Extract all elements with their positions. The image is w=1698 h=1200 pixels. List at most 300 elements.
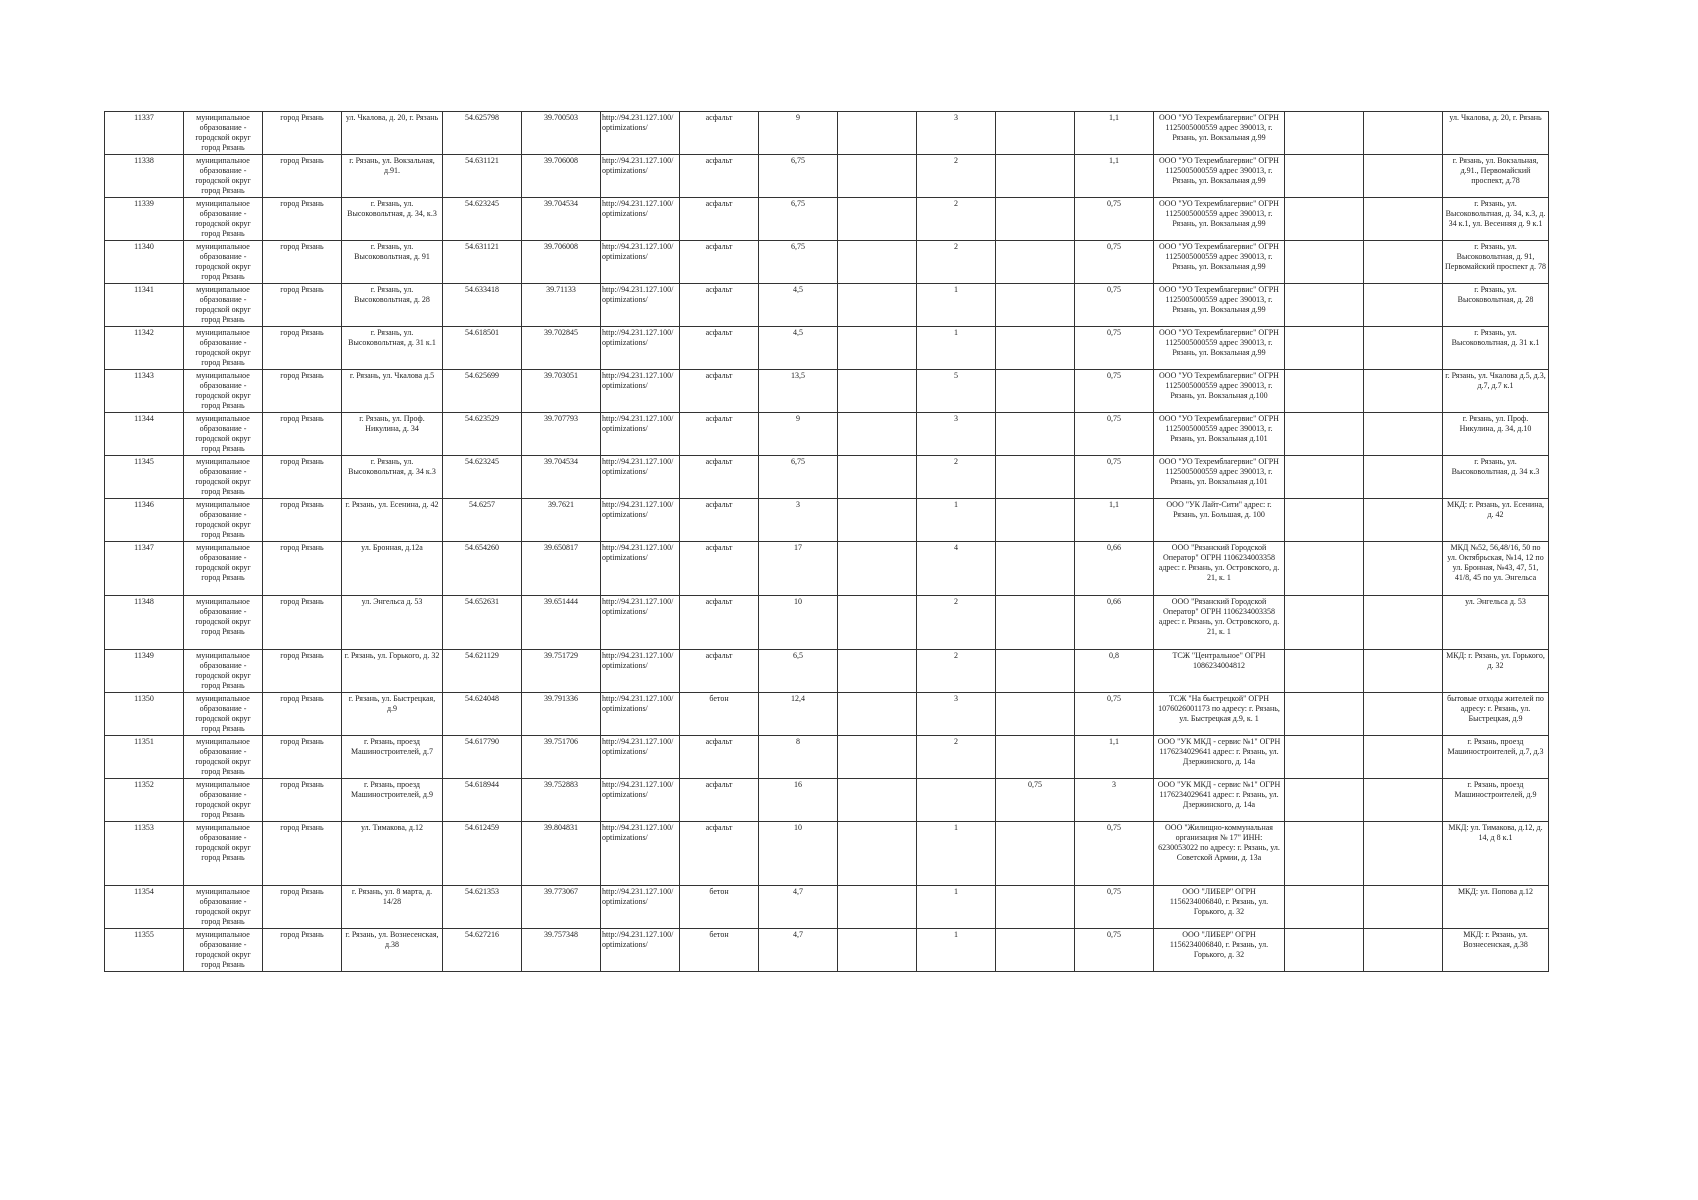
map-link[interactable]: http://94.231.127.100/optimizations/ [601, 456, 680, 499]
operator-organization: ООО "УО Техремблагервис" ОГРН 1125005000559 адрес 390013, г. Рязань, ул. Вокзальная д.99 [1154, 241, 1285, 284]
empty-cell [1285, 736, 1364, 779]
container-volume: 0,75 [1075, 822, 1154, 886]
map-link[interactable]: http://94.231.127.100/optimizations/ [601, 155, 680, 198]
surface-type: асфальт [680, 284, 759, 327]
area: 6,75 [759, 155, 838, 198]
row-id: 11337 [105, 112, 184, 155]
surface-type: асфальт [680, 327, 759, 370]
area: 6,5 [759, 650, 838, 693]
empty-cell [838, 112, 917, 155]
latitude: 54.621353 [443, 886, 522, 929]
empty-cell [1364, 456, 1443, 499]
address: ул. Энгельса д. 53 [342, 596, 443, 650]
municipal-formation: муниципальное образование - городской округ город Рязань [184, 929, 263, 972]
table-row [105, 542, 1549, 596]
address: г. Рязань, проезд Машиностроителей, д.7 [342, 736, 443, 779]
operator-organization: ООО "УК МКД - сервис №1" ОГРН 1176234029641 адрес: г. Рязань, ул. Дзержинского, д. 14а [1154, 779, 1285, 822]
city: город Рязань [263, 198, 342, 241]
container-volume: 1,1 [1075, 112, 1154, 155]
area: 6,75 [759, 456, 838, 499]
empty-cell [838, 198, 917, 241]
empty-cell [1285, 886, 1364, 929]
empty-cell [1285, 542, 1364, 596]
municipal-formation: муниципальное образование - городской округ город Рязань [184, 822, 263, 886]
container-volume: 1,1 [1075, 736, 1154, 779]
surface-type: асфальт [680, 370, 759, 413]
container-volume: 0,75 [1075, 241, 1154, 284]
row-id: 11346 [105, 499, 184, 542]
address: г. Рязань, ул. Чкалова д.5 [342, 370, 443, 413]
longitude: 39.791336 [522, 693, 601, 736]
municipal-formation: муниципальное образование - городской округ город Рязань [184, 650, 263, 693]
city: город Рязань [263, 241, 342, 284]
waste-source: МКД: ул. Попова д.12 [1443, 886, 1549, 929]
municipal-formation: муниципальное образование - городской округ город Рязань [184, 499, 263, 542]
row-id: 11343 [105, 370, 184, 413]
address: г. Рязань, ул. Высоковольтная, д. 34, к.3 [342, 198, 443, 241]
longitude: 39.700503 [522, 112, 601, 155]
address: г. Рязань, ул. Есенина, д. 42 [342, 499, 443, 542]
longitude: 39.71133 [522, 284, 601, 327]
empty-cell [1364, 542, 1443, 596]
area: 4,5 [759, 284, 838, 327]
area: 10 [759, 596, 838, 650]
operator-organization: ООО "Рязанский Городской Оператор" ОГРН 1106234003358 адрес: г. Рязань, ул. Островского, д. 21, к. 1 [1154, 542, 1285, 596]
empty-cell [1285, 112, 1364, 155]
longitude: 39.702845 [522, 327, 601, 370]
address: ул. Тимакова, д.12 [342, 822, 443, 886]
container-volume: 0,66 [1075, 542, 1154, 596]
waste-source: г. Рязань, ул. Чкалова д.5, д.3, д.7, д.7 к.1 [1443, 370, 1549, 413]
empty-cell [1364, 499, 1443, 542]
empty-cell [996, 693, 1075, 736]
map-link[interactable]: http://94.231.127.100/optimizations/ [601, 499, 680, 542]
address: г. Рязань, ул. Высоковольтная, д. 31 к.1 [342, 327, 443, 370]
area: 3 [759, 499, 838, 542]
empty-cell [1285, 693, 1364, 736]
row-id: 11349 [105, 650, 184, 693]
municipal-formation: муниципальное образование - городской округ город Рязань [184, 155, 263, 198]
container-volume: 0,66 [1075, 596, 1154, 650]
city: город Рязань [263, 736, 342, 779]
latitude: 54.631121 [443, 241, 522, 284]
operator-organization: ООО "УО Техремблагервис" ОГРН 1125005000559 адрес 390013, г. Рязань, ул. Вокзальная д.99 [1154, 198, 1285, 241]
empty-cell [838, 456, 917, 499]
container-count: 5 [917, 370, 996, 413]
map-link[interactable]: http://94.231.127.100/optimizations/ [601, 929, 680, 972]
latitude: 54.623245 [443, 456, 522, 499]
container-volume: 0,75 [1075, 413, 1154, 456]
municipal-formation: муниципальное образование - городской округ город Рязань [184, 370, 263, 413]
latitude: 54.618944 [443, 779, 522, 822]
surface-type: асфальт [680, 112, 759, 155]
row-id: 11355 [105, 929, 184, 972]
area: 9 [759, 112, 838, 155]
container-count: 1 [917, 284, 996, 327]
empty-cell [838, 736, 917, 779]
empty-cell: 0,75 [996, 779, 1075, 822]
empty-cell [838, 370, 917, 413]
empty-cell [996, 241, 1075, 284]
latitude: 54.627216 [443, 929, 522, 972]
address: г. Рязань, ул. Высоковольтная, д. 34 к.3 [342, 456, 443, 499]
empty-cell [1364, 112, 1443, 155]
table-row [105, 650, 1549, 693]
city: город Рязань [263, 596, 342, 650]
municipal-formation: муниципальное образование - городской округ город Рязань [184, 456, 263, 499]
empty-cell [1285, 929, 1364, 972]
empty-cell [838, 241, 917, 284]
municipal-formation: муниципальное образование - городской округ город Рязань [184, 241, 263, 284]
empty-cell [838, 499, 917, 542]
operator-organization: ООО "ЛИБЕР" ОГРН 1156234006840, г. Рязань, ул. Горького, д. 32 [1154, 886, 1285, 929]
waste-source: г. Рязань, ул. Высоковольтная, д. 34, к.3, д. 34 к.1, ул. Весенняя д. 9 к.1 [1443, 198, 1549, 241]
table-row [105, 112, 1549, 155]
row-id: 11347 [105, 542, 184, 596]
row-id: 11348 [105, 596, 184, 650]
container-count: 1 [917, 327, 996, 370]
operator-organization: ООО "УО Техремблагервис" ОГРН 1125005000559 адрес 390013, г. Рязань, ул. Вокзальная д.101 [1154, 413, 1285, 456]
area: 10 [759, 822, 838, 886]
container-volume: 0,75 [1075, 456, 1154, 499]
operator-organization: ООО "Жилищно-коммунальная организация № 17" ИНН: 6230053022 по адресу: г. Рязань, ул. Советской Армии, д. 13а [1154, 822, 1285, 886]
empty-cell [838, 693, 917, 736]
waste-source: г. Рязань, проезд Машиностроителей, д.9 [1443, 779, 1549, 822]
latitude: 54.612459 [443, 822, 522, 886]
waste-source: ул. Чкалова, д. 20, г. Рязань [1443, 112, 1549, 155]
map-link[interactable]: http://94.231.127.100/optimizations/ [601, 693, 680, 736]
container-count: 1 [917, 499, 996, 542]
row-id: 11342 [105, 327, 184, 370]
empty-cell [996, 929, 1075, 972]
row-id: 11345 [105, 456, 184, 499]
map-link[interactable]: http://94.231.127.100/optimizations/ [601, 241, 680, 284]
address: ул. Чкалова, д. 20, г. Рязань [342, 112, 443, 155]
empty-cell [838, 596, 917, 650]
waste-source: бытовые отходы жителей по адресу: г. Рязань, ул. Быстрецкая, д.9 [1443, 693, 1549, 736]
map-link[interactable]: http://94.231.127.100/optimizations/ [601, 284, 680, 327]
longitude: 39.751729 [522, 650, 601, 693]
empty-cell [1364, 198, 1443, 241]
longitude: 39.757348 [522, 929, 601, 972]
operator-organization: ООО "УО Техремблагервис" ОГРН 1125005000559 адрес 390013, г. Рязань, ул. Вокзальная д.100 [1154, 370, 1285, 413]
empty-cell [996, 736, 1075, 779]
waste-source: г. Рязань, ул. Вокзальная, д.91., Первомайский проспект, д.78 [1443, 155, 1549, 198]
waste-source: г. Рязань, ул. Высоковольтная, д. 91, Первомайский проспект д. 78 [1443, 241, 1549, 284]
empty-cell [1285, 456, 1364, 499]
empty-cell [1285, 327, 1364, 370]
container-volume: 1,1 [1075, 155, 1154, 198]
map-link[interactable]: http://94.231.127.100/optimizations/ [601, 198, 680, 241]
container-count: 2 [917, 456, 996, 499]
area: 4,7 [759, 886, 838, 929]
empty-cell [1285, 370, 1364, 413]
operator-organization: ТСЖ "На быстрецкой" ОГРН 1076026001173 по адресу: г. Рязань, ул. Быстрецкая д.9, к. 1 [1154, 693, 1285, 736]
area: 16 [759, 779, 838, 822]
longitude: 39.704534 [522, 198, 601, 241]
empty-cell [996, 596, 1075, 650]
table-row [105, 929, 1549, 972]
empty-cell [1364, 929, 1443, 972]
row-id: 11354 [105, 886, 184, 929]
municipal-formation: муниципальное образование - городской округ город Рязань [184, 693, 263, 736]
latitude: 54.618501 [443, 327, 522, 370]
table-row [105, 886, 1549, 929]
map-link[interactable]: http://94.231.127.100/optimizations/ [601, 370, 680, 413]
surface-type: асфальт [680, 736, 759, 779]
city: город Рязань [263, 886, 342, 929]
waste-source: МКД №52, 56,48/16, 50 по ул. Октябрьская, №14, 12 по ул. Бронная, №43, 47, 51, 41/8, 45 по ул. Энгельса [1443, 542, 1549, 596]
latitude: 54.633418 [443, 284, 522, 327]
city: город Рязань [263, 327, 342, 370]
waste-source: г. Рязань, ул. Проф. Никулина, д. 34, д.10 [1443, 413, 1549, 456]
table-row [105, 596, 1549, 650]
table-row [105, 736, 1549, 779]
map-link[interactable]: http://94.231.127.100/optimizations/ [601, 596, 680, 650]
operator-organization: ТСЖ "Центральное" ОГРН 1086234004812 [1154, 650, 1285, 693]
area: 9 [759, 413, 838, 456]
longitude: 39.704534 [522, 456, 601, 499]
longitude: 39.751706 [522, 736, 601, 779]
map-link[interactable]: http://94.231.127.100/optimizations/ [601, 779, 680, 822]
latitude: 54.631121 [443, 155, 522, 198]
empty-cell [1285, 650, 1364, 693]
table-row [105, 413, 1549, 456]
empty-cell [1285, 155, 1364, 198]
empty-cell [1285, 596, 1364, 650]
map-link[interactable]: http://94.231.127.100/optimizations/ [601, 886, 680, 929]
container-volume: 0,75 [1075, 693, 1154, 736]
container-volume: 1,1 [1075, 499, 1154, 542]
empty-cell [996, 542, 1075, 596]
container-count: 2 [917, 241, 996, 284]
city: город Рязань [263, 779, 342, 822]
empty-cell [838, 413, 917, 456]
container-count: 2 [917, 198, 996, 241]
municipal-formation: муниципальное образование - городской округ город Рязань [184, 542, 263, 596]
surface-type: асфальт [680, 542, 759, 596]
latitude: 54.624048 [443, 693, 522, 736]
latitude: 54.652631 [443, 596, 522, 650]
empty-cell [838, 327, 917, 370]
empty-cell [1285, 413, 1364, 456]
map-link[interactable]: http://94.231.127.100/optimizations/ [601, 650, 680, 693]
operator-organization: ООО "УО Техремблагервис" ОГРН 1125005000559 адрес 390013, г. Рязань, ул. Вокзальная д.99 [1154, 155, 1285, 198]
empty-cell [996, 822, 1075, 886]
address: ул. Бронная, д.12а [342, 542, 443, 596]
latitude: 54.617790 [443, 736, 522, 779]
empty-cell [996, 155, 1075, 198]
city: город Рязань [263, 456, 342, 499]
area: 8 [759, 736, 838, 779]
empty-cell [1364, 413, 1443, 456]
empty-cell [1285, 198, 1364, 241]
area: 17 [759, 542, 838, 596]
surface-type: асфальт [680, 456, 759, 499]
area: 4,7 [759, 929, 838, 972]
latitude: 54.625699 [443, 370, 522, 413]
empty-cell [996, 112, 1075, 155]
container-count: 1 [917, 929, 996, 972]
map-link[interactable]: http://94.231.127.100/optimizations/ [601, 822, 680, 886]
container-volume: 0,75 [1075, 198, 1154, 241]
empty-cell [838, 822, 917, 886]
map-link[interactable]: http://94.231.127.100/optimizations/ [601, 736, 680, 779]
empty-cell [996, 499, 1075, 542]
row-id: 11344 [105, 413, 184, 456]
operator-organization: ООО "УО Техремблагервис" ОГРН 1125005000559 адрес 390013, г. Рязань, ул. Вокзальная д.101 [1154, 456, 1285, 499]
table-row [105, 327, 1549, 370]
municipal-formation: муниципальное образование - городской округ город Рязань [184, 112, 263, 155]
surface-type: асфальт [680, 596, 759, 650]
latitude: 54.6257 [443, 499, 522, 542]
city: город Рязань [263, 112, 342, 155]
container-count: 2 [917, 736, 996, 779]
municipal-formation: муниципальное образование - городской округ город Рязань [184, 284, 263, 327]
operator-organization: ООО "ЛИБЕР" ОГРН 1156234006840, г. Рязань, ул. Горького, д. 32 [1154, 929, 1285, 972]
municipal-formation: муниципальное образование - городской округ город Рязань [184, 596, 263, 650]
surface-type: асфальт [680, 198, 759, 241]
container-count: 3 [917, 413, 996, 456]
operator-organization: ООО "УО Техремблагервис" ОГРН 1125005000559 адрес 390013, г. Рязань, ул. Вокзальная д.99 [1154, 284, 1285, 327]
address: г. Рязань, ул. Вокзальная, д.91. [342, 155, 443, 198]
container-count [917, 779, 996, 822]
waste-source: МКД: ул. Тимакова, д.12, д. 14, д 8 к.1 [1443, 822, 1549, 886]
container-count: 2 [917, 596, 996, 650]
map-link[interactable]: http://94.231.127.100/optimizations/ [601, 413, 680, 456]
table-row [105, 198, 1549, 241]
surface-type: бетон [680, 929, 759, 972]
area: 4,5 [759, 327, 838, 370]
municipal-formation: муниципальное образование - городской округ город Рязань [184, 198, 263, 241]
container-volume: 0,8 [1075, 650, 1154, 693]
address: г. Рязань, ул. Горького, д. 32 [342, 650, 443, 693]
municipal-formation: муниципальное образование - городской округ город Рязань [184, 736, 263, 779]
longitude: 39.651444 [522, 596, 601, 650]
container-count: 2 [917, 650, 996, 693]
empty-cell [1364, 596, 1443, 650]
table-row [105, 456, 1549, 499]
container-count: 4 [917, 542, 996, 596]
waste-source: МКД: г. Рязань, ул. Есенина, д. 42 [1443, 499, 1549, 542]
surface-type: асфальт [680, 413, 759, 456]
container-volume: 0,75 [1075, 327, 1154, 370]
container-count: 1 [917, 886, 996, 929]
empty-cell [996, 456, 1075, 499]
city: город Рязань [263, 929, 342, 972]
row-id: 11351 [105, 736, 184, 779]
address: г. Рязань, проезд Машиностроителей, д.9 [342, 779, 443, 822]
map-link[interactable]: http://94.231.127.100/optimizations/ [601, 542, 680, 596]
container-volume: 0,75 [1075, 929, 1154, 972]
longitude: 39.703051 [522, 370, 601, 413]
area: 12,4 [759, 693, 838, 736]
row-id: 11341 [105, 284, 184, 327]
empty-cell [996, 650, 1075, 693]
city: город Рязань [263, 284, 342, 327]
waste-source: МКД: г. Рязань, ул. Вознесенская, д.38 [1443, 929, 1549, 972]
table-row [105, 284, 1549, 327]
address: г. Рязань, ул. Вознесенская, д.38 [342, 929, 443, 972]
row-id: 11338 [105, 155, 184, 198]
row-id: 11353 [105, 822, 184, 886]
empty-cell [1364, 155, 1443, 198]
row-id: 11340 [105, 241, 184, 284]
empty-cell [838, 779, 917, 822]
longitude: 39.706008 [522, 241, 601, 284]
latitude: 54.621129 [443, 650, 522, 693]
operator-organization: ООО "УК Лайт-Сити" адрес: г. Рязань, ул. Большая, д. 100 [1154, 499, 1285, 542]
empty-cell [1364, 370, 1443, 413]
address: г. Рязань, ул. Высоковольтная, д. 91 [342, 241, 443, 284]
table-row [105, 241, 1549, 284]
container-volume: 0,75 [1075, 370, 1154, 413]
surface-type: асфальт [680, 499, 759, 542]
waste-source: г. Рязань, проезд Машиностроителей, д.7, д.3 [1443, 736, 1549, 779]
container-volume: 0,75 [1075, 886, 1154, 929]
waste-source: г. Рязань, ул. Высоковольтная, д. 31 к.1 [1443, 327, 1549, 370]
empty-cell [1285, 779, 1364, 822]
area: 13,5 [759, 370, 838, 413]
row-id: 11339 [105, 198, 184, 241]
area: 6,75 [759, 198, 838, 241]
empty-cell [1285, 284, 1364, 327]
container-count: 3 [917, 693, 996, 736]
waste-source: г. Рязань, ул. Высоковольтная, д. 34 к.3 [1443, 456, 1549, 499]
address: г. Рязань, ул. Быстрецкая, д.9 [342, 693, 443, 736]
surface-type: бетон [680, 886, 759, 929]
empty-cell [1285, 822, 1364, 886]
table-row [105, 779, 1549, 822]
operator-organization: ООО "УО Техремблагервис" ОГРН 1125005000559 адрес 390013, г. Рязань, ул. Вокзальная д.99 [1154, 112, 1285, 155]
row-id: 11350 [105, 693, 184, 736]
address: г. Рязань, ул. Проф. Никулина, д. 34 [342, 413, 443, 456]
registry-table [104, 111, 1549, 972]
city: город Рязань [263, 650, 342, 693]
table-row [105, 693, 1549, 736]
municipal-formation: муниципальное образование - городской округ город Рязань [184, 413, 263, 456]
empty-cell [996, 370, 1075, 413]
map-link[interactable]: http://94.231.127.100/optimizations/ [601, 327, 680, 370]
container-volume: 0,75 [1075, 284, 1154, 327]
city: город Рязань [263, 370, 342, 413]
container-count: 1 [917, 822, 996, 886]
surface-type: асфальт [680, 822, 759, 886]
surface-type: асфальт [680, 241, 759, 284]
latitude: 54.654260 [443, 542, 522, 596]
latitude: 54.625798 [443, 112, 522, 155]
empty-cell [996, 198, 1075, 241]
map-link[interactable]: http://94.231.127.100/optimizations/ [601, 112, 680, 155]
city: город Рязань [263, 155, 342, 198]
container-count: 2 [917, 155, 996, 198]
city: город Рязань [263, 499, 342, 542]
area: 6,75 [759, 241, 838, 284]
empty-cell [838, 155, 917, 198]
empty-cell [838, 650, 917, 693]
empty-cell [1364, 886, 1443, 929]
empty-cell [996, 284, 1075, 327]
table-body [105, 112, 1549, 972]
empty-cell [1364, 736, 1443, 779]
empty-cell [838, 542, 917, 596]
municipal-formation: муниципальное образование - городской округ город Рязань [184, 886, 263, 929]
latitude: 54.623245 [443, 198, 522, 241]
longitude: 39.706008 [522, 155, 601, 198]
longitude: 39.650817 [522, 542, 601, 596]
operator-organization: ООО "УК МКД - сервис №1" ОГРН 1176234029641 адрес: г. Рязань, ул. Дзержинского, д. 14а [1154, 736, 1285, 779]
city: город Рязань [263, 542, 342, 596]
